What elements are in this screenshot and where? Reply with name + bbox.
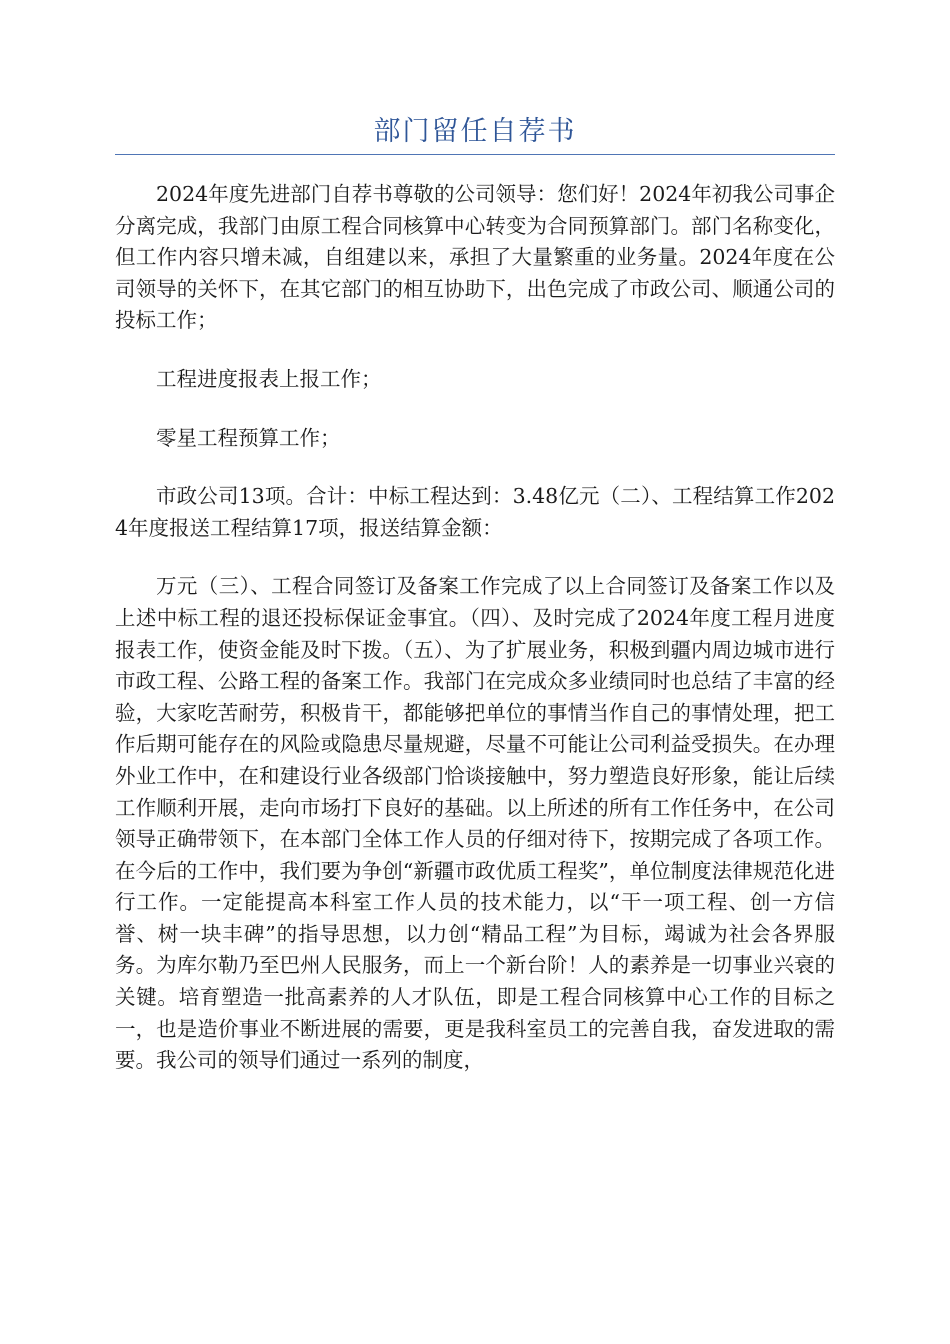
paragraph-settlement: 市政公司13项。合计：中标工程达到：3.48亿元（二）、工程结算工作2024年度报送工程结算17项，报送结算金额：	[115, 484, 835, 540]
paragraph-intro: 2024年度先进部门自荐书尊敬的公司领导：您们好！2024年初我公司事企分离完成，我部门由原工程合同核算中心转变为合同预算部门。部门名称变化，但工作内容只增未减，自组建以来，承担了大量繁重的业务量。2024年度在公司领导的关怀下，在其它部门的相互协助下，出色完成了市政公司、顺通公司的投标工作；	[115, 182, 835, 333]
paragraph-progress-report: 工程进度报表上报工作；	[156, 366, 382, 391]
document-title: 部门留任自荐书	[373, 116, 577, 147]
paragraph-small-budget: 零星工程预算工作；	[156, 425, 341, 450]
document-body	[115, 179, 835, 1104]
title-underline	[115, 154, 835, 155]
paragraph-contract-work: 万元（三）、工程合同签订及备案工作完成了以上合同签订及备案工作以及上述中标工程的退还投标保证金事宜。（四）、及时完成了2024年度工程月进度报表工作，使资金能及时下拨。（五）、为了扩展业务，积极到疆内周边城市进行市政工程、公路工程的备案工作。我部门在完成众多业绩同时也总结了丰富的经验，大家吃苦耐劳，积极肯干，都能够把单位的事情当作自己的事情处理，把工作后期可能存在的风险或隐患尽量规避，尽量不可能让公司利益受损失。在办理外业工作中，在和建设行业各级部门恰谈接触中，努力塑造良好形象，能让后续工作顺利开展，走向市场打下良好的基础。以上所述的所有工作任务中，在公司领导正确带领下，在本部门全体工作人员的仔细对待下，按期完成了各项工作。在今后的工作中，我们要为争创“新疆市政优质工程奖”，单位制度法律规范化进行工作。一定能提高本科室工作人员的技术能力，以“干一项工程、创一方信誉、树一块丰碑”的指导思想，以力创“精品工程”为目标，竭诚为社会各界服务。为库尔勒乃至巴州人民服务，而上一个新台阶！人的素养是一切事业兴衰的关键。培育塑造一批高素养的人才队伍，即是工程合同核算中心工作的目标之一，也是造价事业不断进展的需要，更是我科室员工的完善自我，奋发进取的需要。我公司的领导们通过一系列的制度，	[115, 574, 835, 1073]
